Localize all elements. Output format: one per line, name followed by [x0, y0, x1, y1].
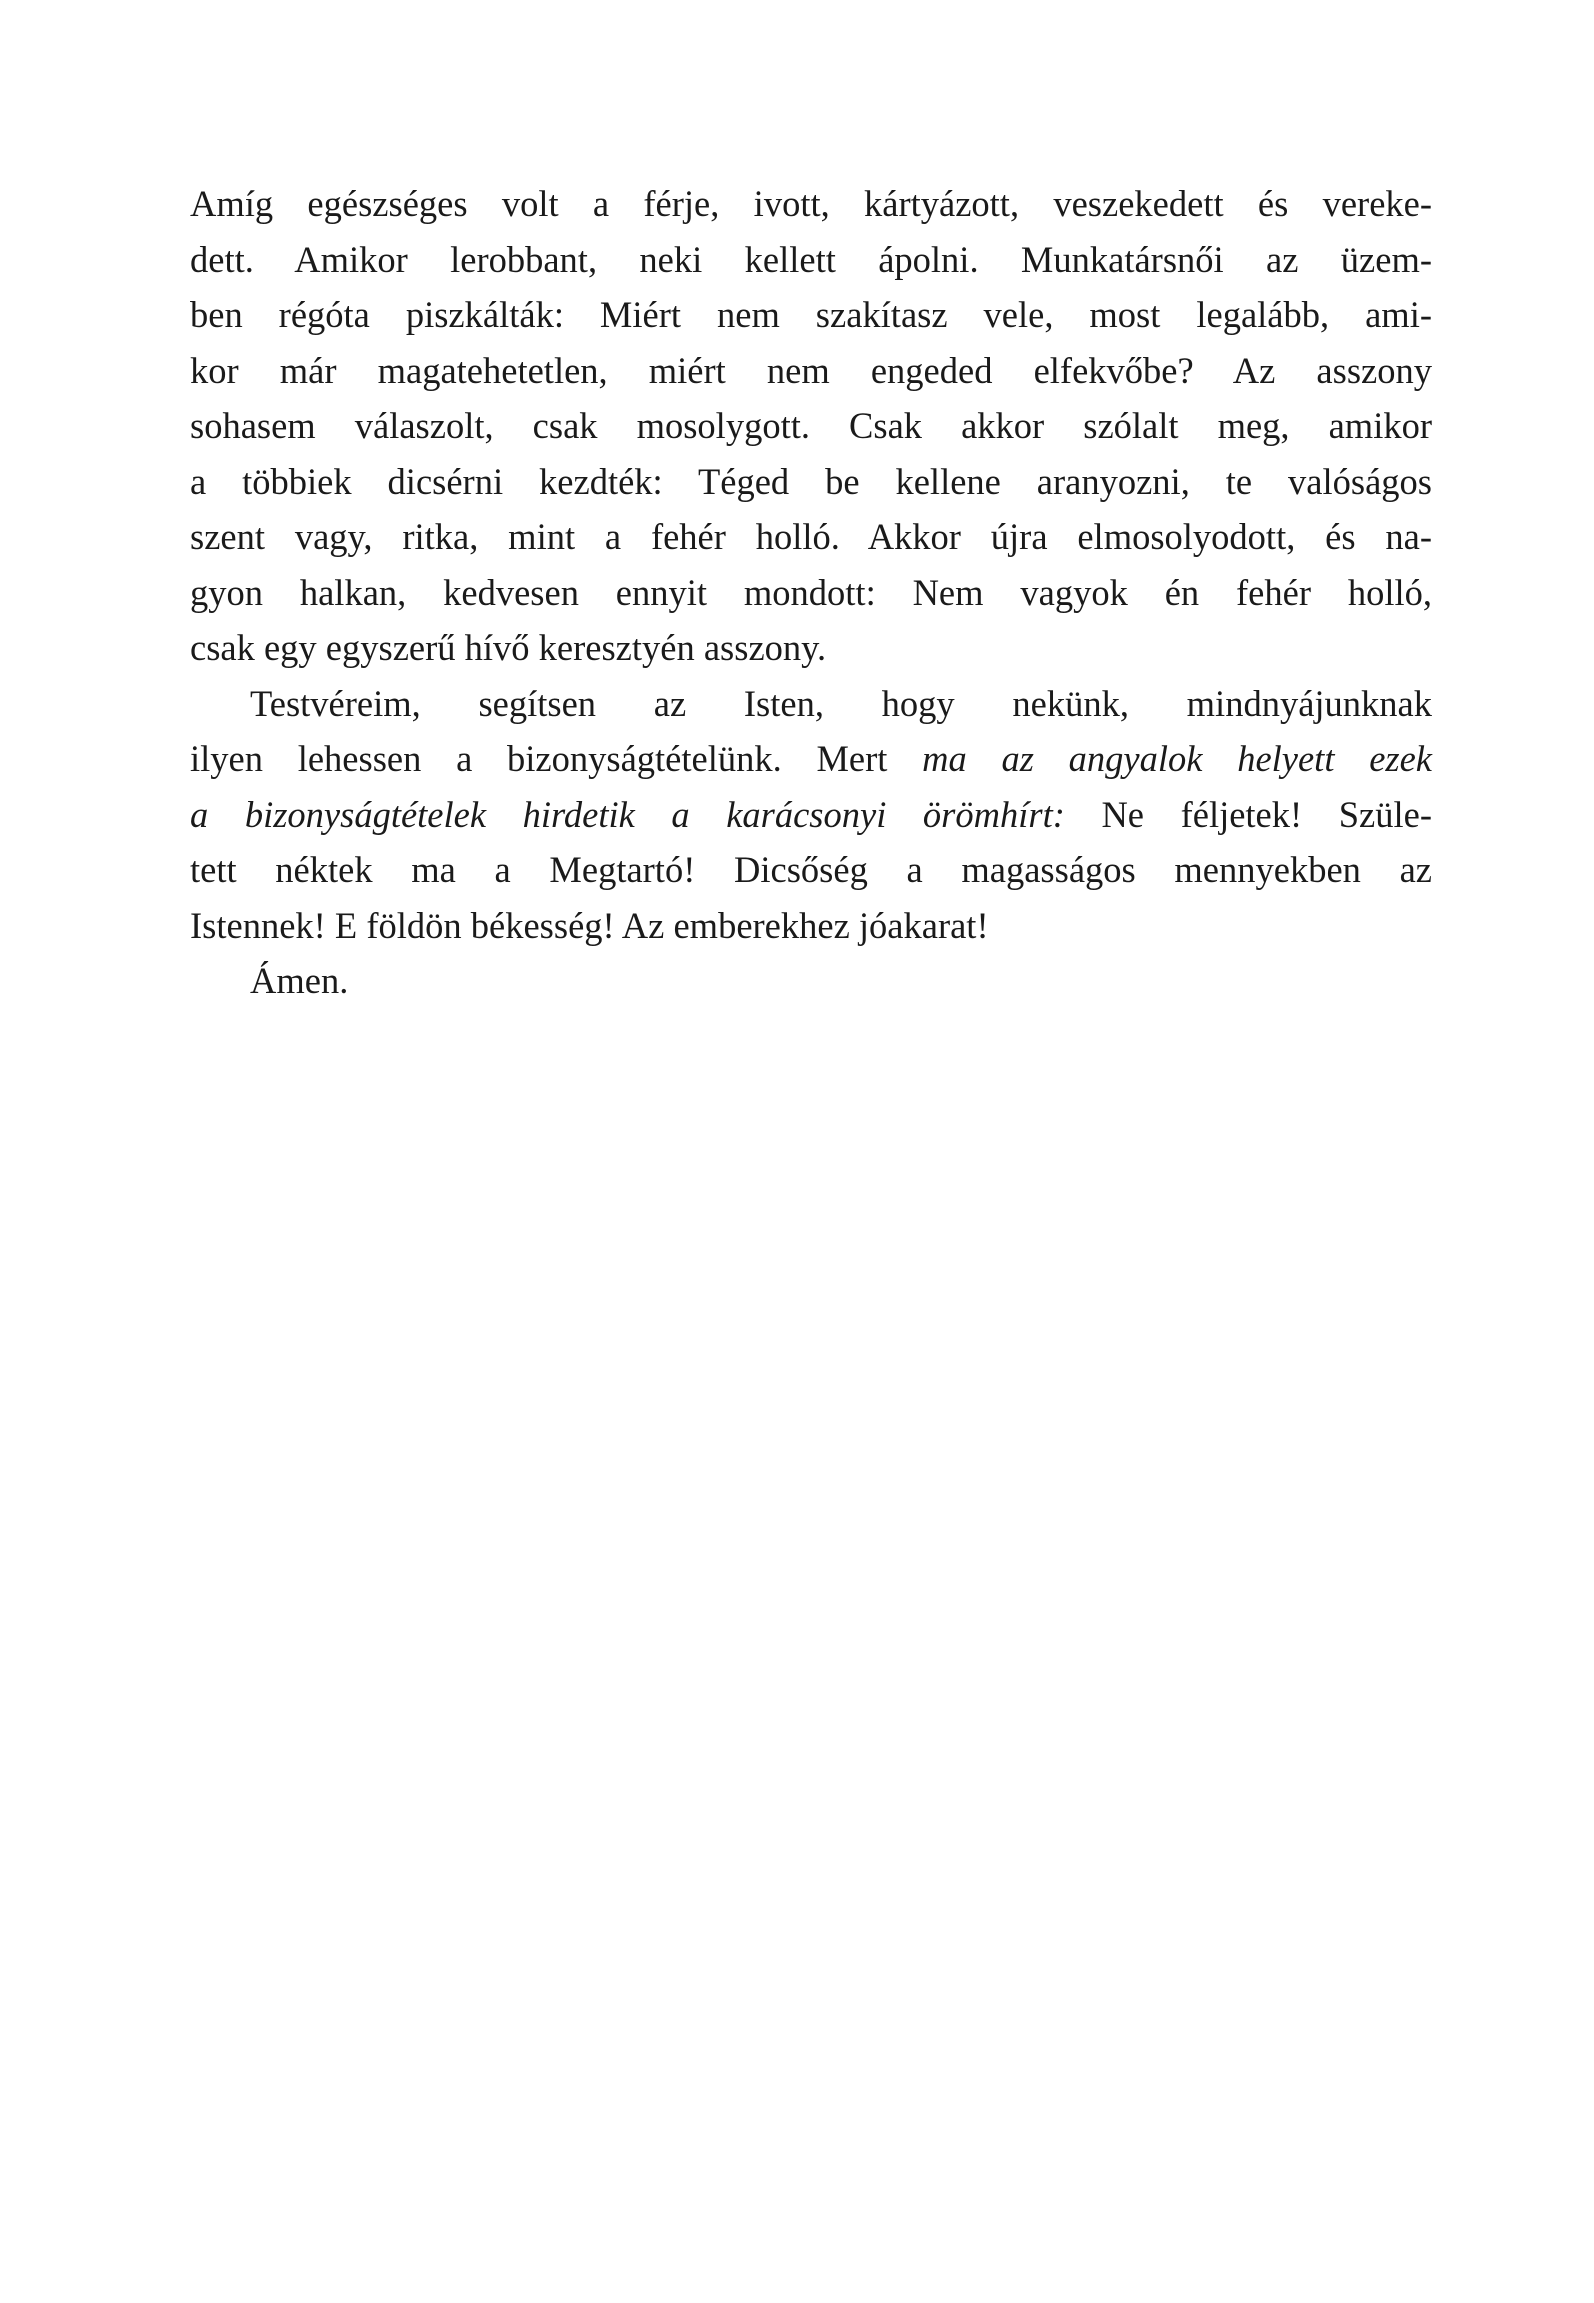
text-line: Amíg egészséges volt a férje, ivott, kártyázott, veszekedett és vereke-	[190, 183, 1432, 224]
text-line: csak egy egyszerű hívő keresztyén asszony.	[190, 627, 827, 668]
italic-quote: a bizonyságtételek hirdetik a karácsonyi örömhírt:	[190, 793, 1065, 835]
paragraph-closing	[190, 953, 1432, 1009]
text-line	[190, 787, 1432, 843]
body-text	[190, 176, 1432, 1009]
text-line: szent vagy, ritka, mint a fehér holló. Akkor újra elmosolyodott, és na-	[190, 516, 1432, 557]
text-line: Istennek! E földön békesség! Az emberekhez jóakarat!	[190, 904, 989, 946]
text-line: Testvéreim, segítsen az Isten, hogy nekünk, mindnyájunknak	[250, 682, 1432, 724]
text-line: ben régóta piszkálták: Miért nem szakítasz vele, most legalább, ami-	[190, 294, 1432, 335]
text-line: tett néktek ma a Megtartó! Dicsőség a magasságos mennyekben az	[190, 849, 1432, 890]
text-line: dett. Amikor lerobbant, neki kellett ápolni. Munkatársnői az üzem-	[190, 238, 1432, 280]
italic-quote: ma az angyalok helyett ezek	[922, 738, 1432, 779]
text-line: sohasem válaszolt, csak mosolygott. Csak akkor szólalt meg, amikor	[190, 405, 1432, 446]
text-line: a többiek dicsérni kezdték: Téged be kellene aranyozni, te valóságos	[190, 460, 1432, 502]
text-line: kor már magatehetetlen, miért nem engeded elfekvőbe? Az asszony	[190, 349, 1432, 391]
text-line: gyon halkan, kedvesen ennyit mondott: Nem vagyok én fehér holló,	[190, 571, 1432, 613]
paragraph-story	[190, 176, 1432, 676]
paragraph-exhortation	[190, 676, 1432, 954]
text-line	[190, 731, 1432, 787]
text-run: ilyen lehessen a bizonyságtételünk. Mert	[190, 738, 923, 779]
text-run: Ne féljetek! Szüle-	[1064, 793, 1432, 835]
closing-amen: Ámen.	[250, 960, 349, 1001]
